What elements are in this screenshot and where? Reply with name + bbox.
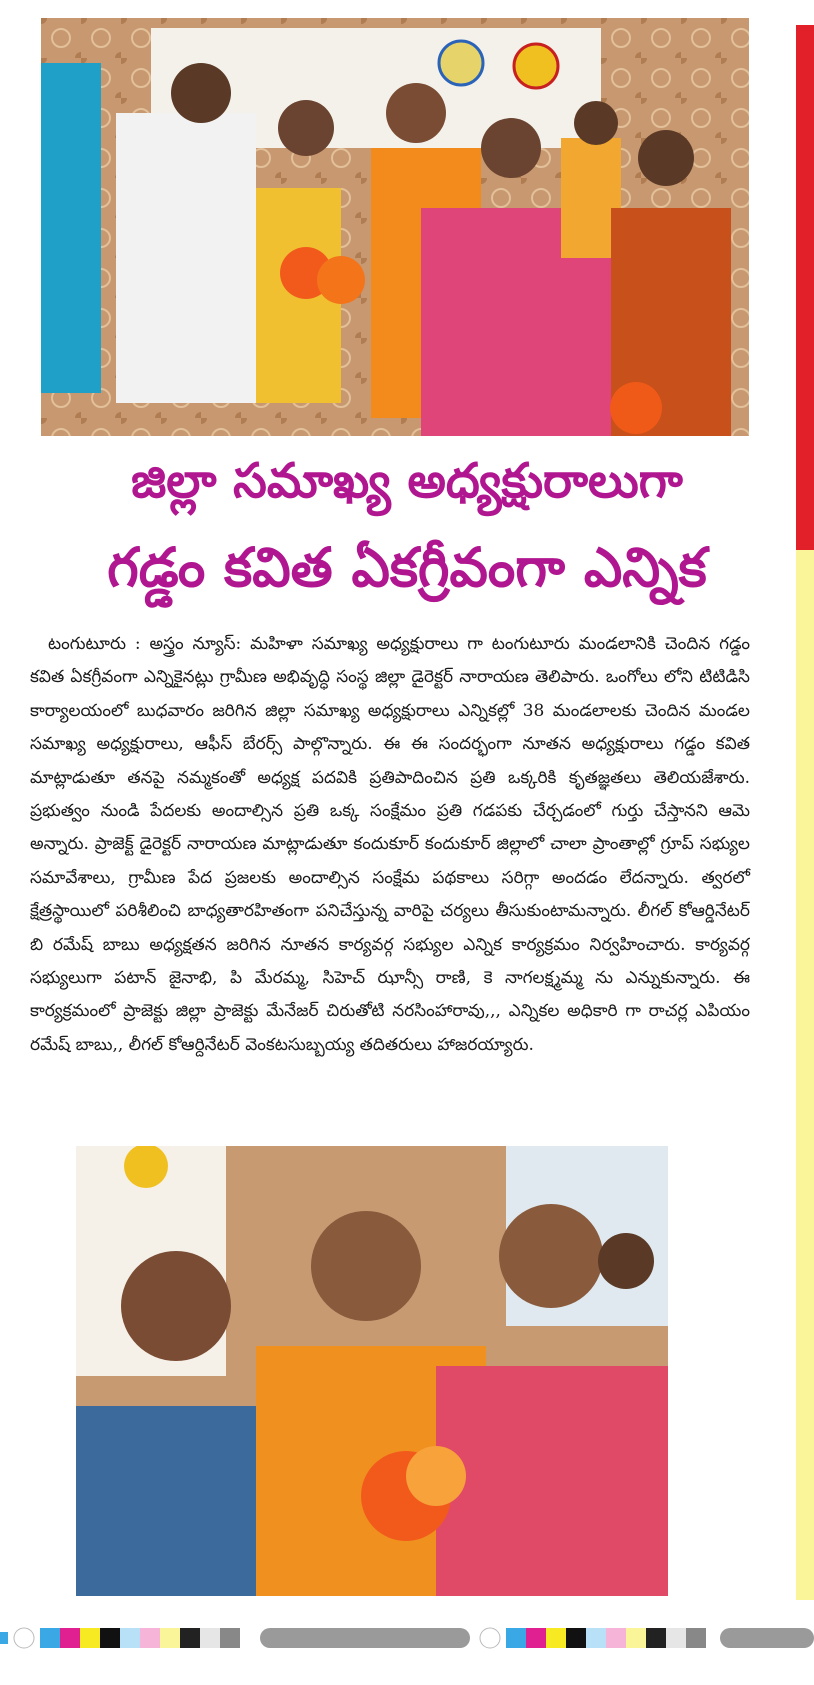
headline-line-2: గడ్డం కవిత ఏకగ్రీవంగా ఎన్నిక [107, 536, 707, 599]
headline-line-1: జిల్లా సమాఖ్య అధ్యక్షురాలుగా [131, 453, 683, 509]
article-body: టంగుటూరు : అస్త్రం న్యూస్: మహిళా సమాఖ్య అధ్యక్షురాలు గా టంగుటూరు మండలానికి చెందిన గడ్డం కవిత ఏకగ్రీవంగా ఎన్నికైనట్లు గ్రామీణ అభివృద్ధి సంస్థ జిల్లా డైరెక్టర్ నారాయణ తెలిపారు. ఒంగోలు లోని టిటిడిసి కార్యాలయంలో బుధవారం జరిగిన జిల్లా సమాఖ్య అధ్యక్షురాలు ఎన్నికల్లో 38 మండలాలకు చెందిన మండల సమాఖ్య అధ్యక్షురాలు, ఆఫీస్ బేరర్స్ పాల్గొన్నారు. ఈ ఈ సందర్భంగా నూతన అధ్యక్షురాలు గడ్డం కవిత మాట్లాడుతూ తనపై నమ్మకంతో అధ్యక్ష పదవికి ప్రతిపాదించిన ప్రతి ఒక్కరికి కృతజ్ఞతలు తెలియజేశారు. ప్రభుత్వం నుండి పేదలకు అందాల్సిన ప్రతి ఒక్క సంక్షేమం ప్రతి గడపకు చేర్చడంలో గుర్తు చేస్తానని ఆమె అన్నారు. ప్రాజెక్ట్ డైరెక్టర్ నారాయణ మాట్లాడుతూ కందుకూర్ కందుకూర్ జిల్లాలో చాలా ప్రాంతాల్లో గ్రూప్ సభ్యుల సమావేశాలు, గ్రామీణ పేద ప్రజలకు అందాల్సిన సంక్షేమ పథకాలు సరిగ్గా అందడం లేదన్నారు. త్వరలో క్షేత్రస్థాయిలో పరిశీలించి బాధ్యతారహితంగా పనిచేస్తున్న వారిపై చర్యలు తీసుకుంటామన్నారు. లీగల్ కోఆర్డినేటర్ బి రమేష్ బాబు అధ్యక్షతన జరిగిన నూతన కార్యవర్గ సభ్యుల ఎన్నిక కార్యక్రమం నిర్వహించారు. కార్యవర్గ సభ్యులుగా పటాన్ జైనాభి, పి మేరమ్మ, సిహెచ్ ఝాన్సీ రాణి, కె నాగలక్ష్మమ్మ ను ఎన్నుకున్నారు. ఈ కార్యక్రమంలో ప్రాజెక్టు జిల్లా ప్రాజెక్టు మేనేజర్ చిరుతోటి నరసింహారావు,,, ఎన్నికల అధికారి గా రాచర్ల ఎపియం రమేష్ బాబు,, లీగల్ కోఆర్దినేటర్ వెంకటసుబ్బయ్య తదితరులు హాజరయ్యారు. [30, 634, 750, 1055]
sidebar-red-bar [796, 25, 814, 550]
event-photo-bottom [76, 1146, 668, 1596]
sidebar-yellow-bar [796, 550, 814, 1600]
printer-color-strip [0, 1620, 814, 1654]
event-photo-top [41, 18, 749, 436]
